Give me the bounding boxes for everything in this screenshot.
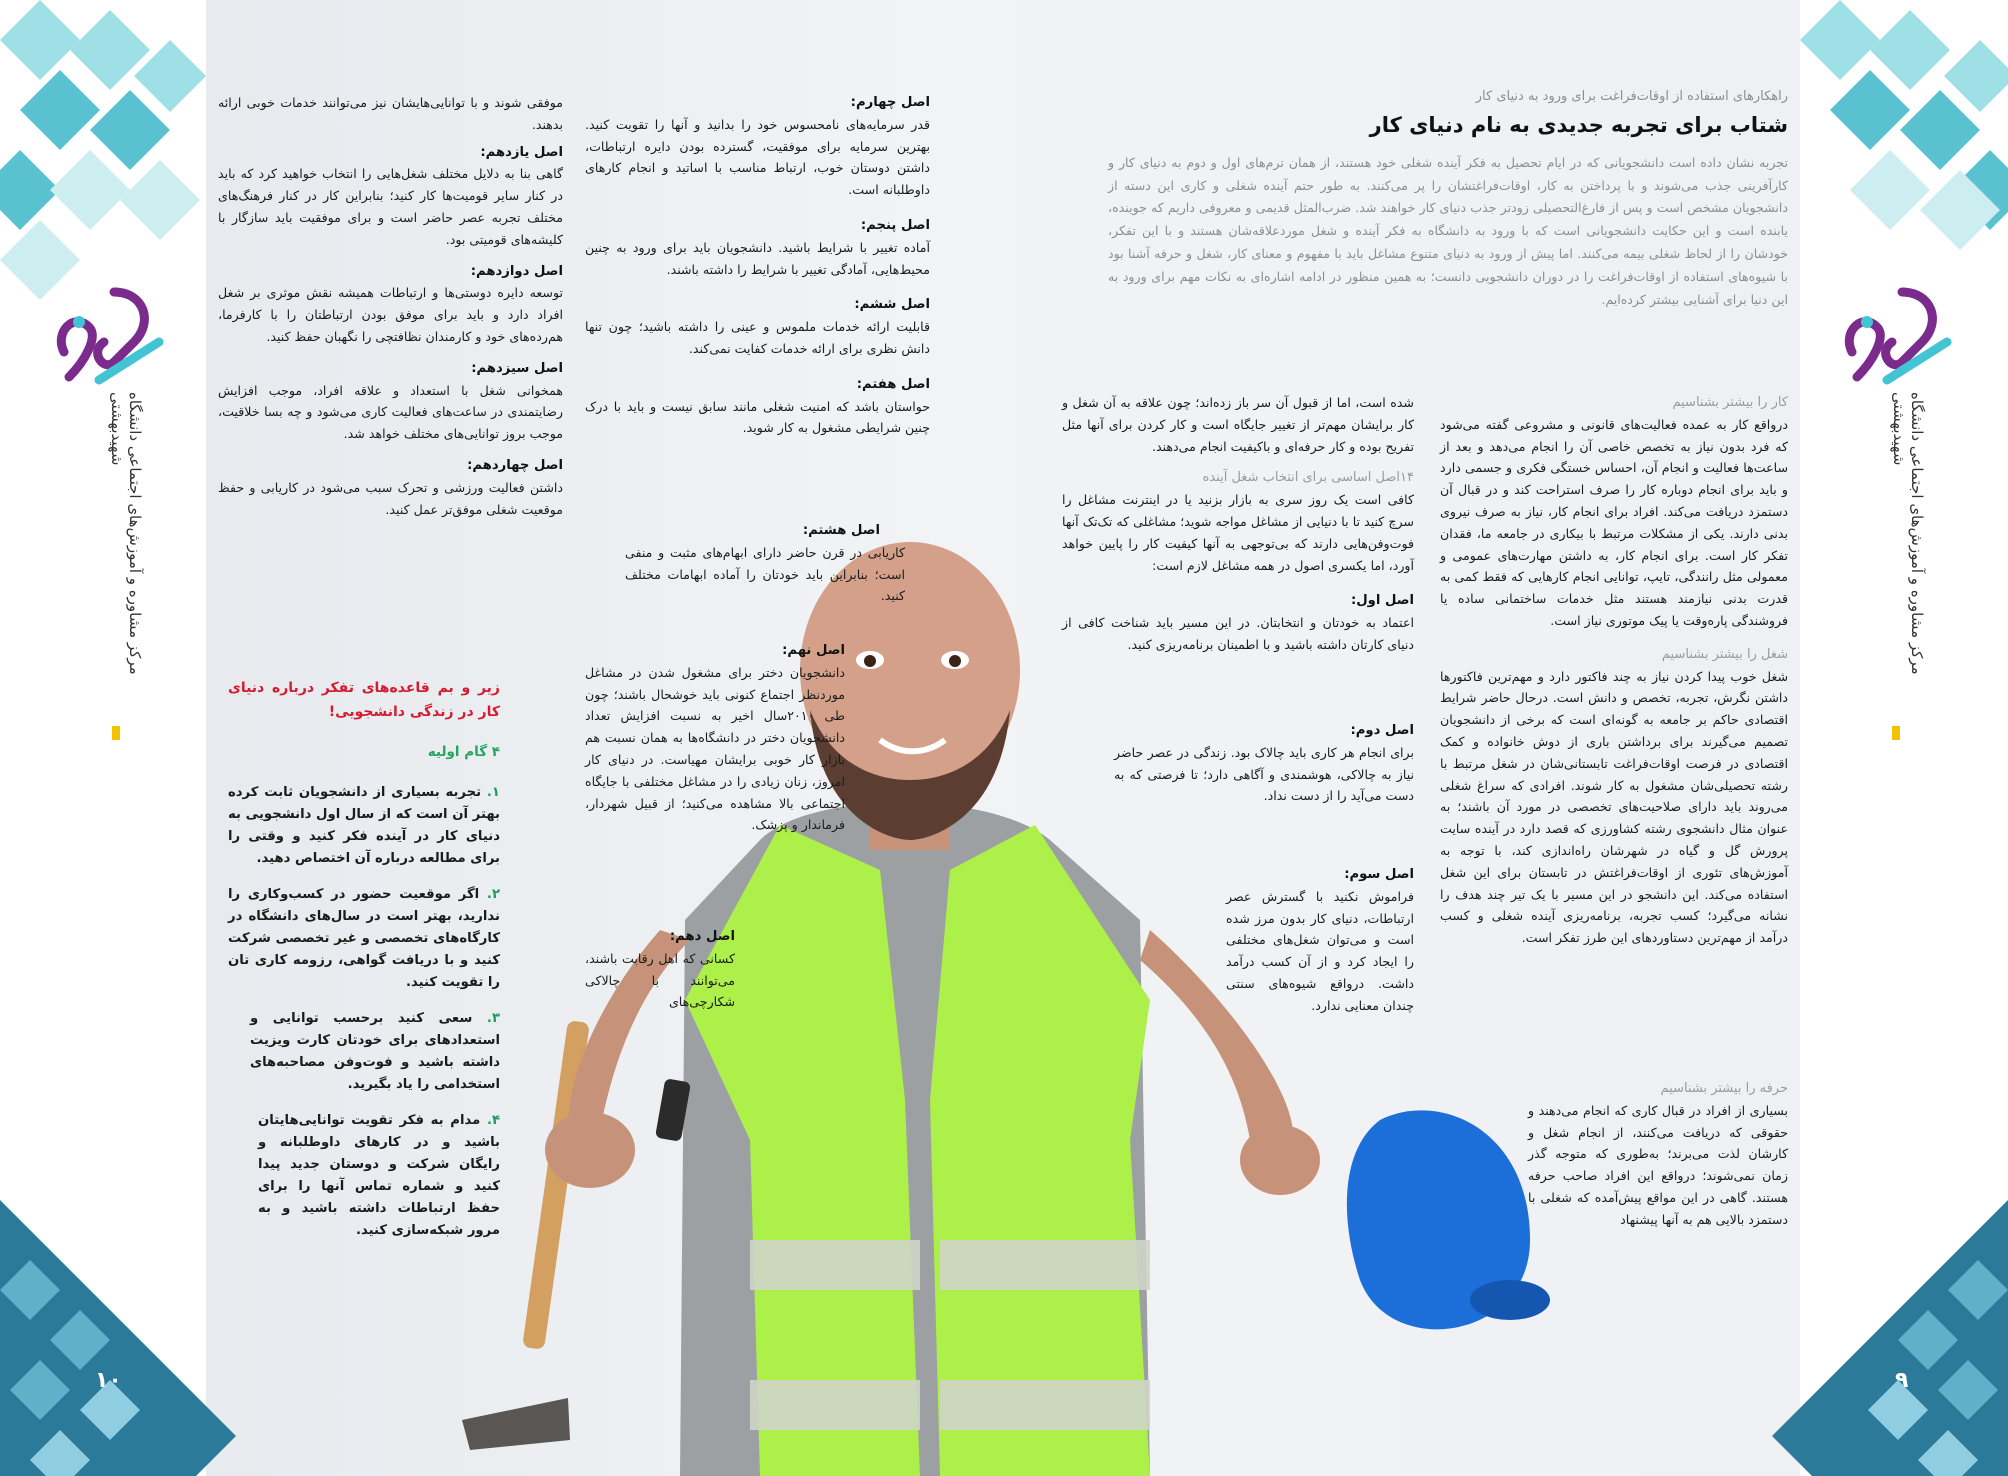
- step-number: ۲.: [486, 886, 500, 902]
- section-body-shoghl: شغل خوب پیدا کردن نیاز به چند فاکتور دارد و مهم‌ترین فاکتورها داشتن نگرش، تجربه، تخصص و دانش است. درحال حاضر شرایط اقتصادی حاکم بر جامعه به گونه‌ای است که برخی از دانشجویان تصمیم می‌گیرند برای برداشتن باری از دوش خانواده و کمک اقتصادی در فرصت اوقات‌فراغت تابستانی‌شان در شغل مرتبط با رشته تحصیلی‌شان مشغول به کار شوند. افرادی که سراغ شغلی می‌روند باید دارای صلاحیت‌های تخصصی در مورد آن باشند؛ به عنوان مثال دانشجوی رشته کشاورزی که قصد دارد در آینده سایت پرورش گل و گیاه در شهرشان راه‌اندازی کند، با توجه به آموزش‌های تئوری از اوقات‌فراغتش در تابستان برای این شغل استفاده می‌کند. این دانشجو در این مسیر با یک تیر چند هدف را نشانه می‌گیرد؛ کسب تجربه، برنامه‌ریزی آینده شغلی و کسب درآمد از مهم‌ترین دستاوردهای این طرز تفکر است.: [1440, 668, 1788, 946]
- middle-intro: شده است، اما از قبول آن سر باز زده‌اند؛ چون علاقه به آن شغل و کار برایشان مهم‌تر از تغییر جایگاه است و کار کردن برای آنها مثل تفریح بوده و کار حرفه‌ای و باکیفیت انجام می‌دهند.: [1062, 395, 1414, 454]
- page-number-left: ۱۰: [95, 1368, 122, 1393]
- principle-body: قدر سرمایه‌های نامحسوس خود را بدانید و آنها را تقویت کنید. بهترین سرمایه برای موفقیت، گسترده بودن دایره ارتباطات، داشتن دوستان خوب، ارتباط مناسب با اساتید و انجام کارهای داوطلبانه است.: [585, 116, 930, 198]
- diamond-pattern-top-left: [0, 0, 206, 300]
- article-kicker: راهکارهای استفاده از اوقات‌فراغت برای ورود به دنیای کار: [1475, 89, 1788, 104]
- step-list: [228, 782, 500, 1242]
- principle-body: حواستان باشد که امنیت شغلی مانند سابق نیست و باید با درک چنین شرایطی مشغول به کار شوید.: [585, 398, 930, 436]
- article-header: [1108, 86, 1788, 317]
- principle-body: کسانی که اهل رقابت باشند، می‌توانند با چالاکی شکارچی‌های: [585, 950, 735, 1010]
- principle-title: اصل دوازدهم:: [470, 263, 563, 279]
- principle-body: آماده تغییر با شرایط باشید. دانشجویان باید برای ورود به چنین محیط‌هایی، آمادگی تغییر با شرایط را داشته باشند.: [585, 239, 930, 277]
- section-title-shoghl: شغل را بیشتر بشناسیم: [1661, 646, 1788, 662]
- principle-4: [585, 92, 930, 201]
- principle-12: [218, 261, 563, 348]
- steps-title: ۴ گام اولیه: [427, 744, 500, 760]
- principle-5: [585, 215, 930, 280]
- principle-body: دانشجویان دختر برای مشغول شدن در مشاغل موردنظر اجتماع کنونی باید خوشحال باشند؛ چون طی ۲۰۱۰سال اخیر به نسبت افزایش تعداد دانشجویان دختر در دانشگاه‌ها به همان نسبت هم بازار کار خوبی برایشان مهیاست. در دنیای کار امروز، زنان زیادی را در مشاغل مختلفی با جایگاه اجتماعی بالا مشاهده می‌کنید؛ از قبیل شهردار، فرماندار و پزشک.: [585, 664, 846, 833]
- article-lead: تجربه نشان داده است دانشجویانی که در ایام تحصیل به فکر آینده شغلی خود هستند، از همان ترم‌های اول و دوم به دنیای کار و کارآفرینی جذب می‌شوند و با پرداختن به کار، اوقات‌فراغتشان را پر می‌کنند. به طور حتم آینده شغلی و کاری این دسته از دانشجویان مشخص است و پس از فارغ‌التحصیلی زودتر جذب دنیای کار خواهند شد. ضرب‌المثل قدیمی و معروفی داریم که جوینده، یابنده است و این حکایت دانشجویانی است که با ورود به دانشگاه به فکر آینده و شغل موردعلاقه‌شان هستند و با این تفکر، خودشان را از لحاظ شغلی بیمه می‌کنند. اما پیش از ورود به دنیای متنوع مشاغل باید با مفهوم و معنای کار، شغل و حرفه آشنا بود با شیوه‌های استفاده از اوقات‌فراغت را در دوران دانشجویی دانست؛ به همین منظور در ادامه اشاره‌ای به نکات مهم برای ورود به این دنیا برای آشنایی بیشتر کرده‌ایم.: [1108, 154, 1788, 307]
- continued-text: موفقی شوند و با توانایی‌هایشان نیز می‌توانند خدمات خوبی ارائه بدهند.: [218, 95, 563, 132]
- section-body-kar: درواقع کار به عمده فعالیت‌های قانونی و مشروعی گفته می‌شود که فرد بدون نیاز به تخصص خاصی آن را انجام می‌دهد و بعد از ساعت‌ها فعالیت و انجام آن، احساس خستگی فکری و جسمی دارد و باید برای انجام دوباره کار را صرف استراحت کند و در قبال آن دستمزد دریافت می‌کند. افراد برای انجام کار، نیاز به صرف نیروی بدنی دارند. یکی از مشکلات مرتبط با بیکاری در جامعه ما، فقدان تفکر کار است. برای انجام کار، به داشتن مهارت‌های عمومی و معمولی مثل رانندگی، تایپ، توانایی انجام کارهایی که فقط کمی به قدرت بدنی نیازمند هستند مثل خدمات ساختمانی ساده یا فروشندگی پاره‌وقت یا پیک موتوری نیاز است.: [1440, 416, 1788, 628]
- page-number-right: ۹: [1895, 1368, 1909, 1393]
- vertical-caption-right: مرکز مشاوره و آموزش‌های اجتماعی دانشگاه شهیدبهشتی: [1890, 392, 1926, 675]
- step-number: ۴.: [486, 1112, 501, 1128]
- left-page-col-left: [218, 92, 563, 526]
- section-body-herfe: بسیاری از افراد در قبال کاری که انجام می‌دهند و حقوقی که دریافت می‌کنند، از انجام شغل و کارشان لذت می‌برند؛ به‌طوری که متوجه گذر زمان نمی‌شوند؛ درواقع این افراد صاحب حرفه هستند. گاهی در این مواقع پیش‌آمده که شغلی با دستمزد بالایی هم به آنها پیشنهاد: [1528, 1102, 1788, 1227]
- principle-title: اصل سیزدهم:: [471, 360, 563, 376]
- principle-title: اصل ششم:: [854, 297, 930, 313]
- principles-intro: کافی است یک روز سری به بازار بزنید یا در اینترنت مشاغل را سرچ کنید تا با دنیایی از مشاغل مواجه شوید؛ مشاغلی که تک‌تک آنها فوت‌وفن‌هایی دارند که بی‌توجهی به آنها کیفیت کار را پایین خواهد آورد، اما یکسری اصول در همه مشاغل لازم است:: [1062, 492, 1414, 573]
- article-title: شتاب برای تجربه جدیدی به نام دنیای کار: [1369, 112, 1788, 137]
- principle-2: [1114, 720, 1414, 813]
- principle-body: فراموش نکنید با گسترش عصر ارتباطات، دنیای کار بدون مرز شده است و می‌توان شغل‌های مختلفی را ایجاد کرد و از آن کسب درآمد داشت. درواقع شیوه‌های سنتی چندان معنایی ندارد.: [1226, 888, 1414, 1013]
- caption-marker-right: [1892, 726, 1900, 740]
- principle-9: [585, 640, 845, 842]
- principle-body: گاهی بنا به دلایل مختلف شغل‌هایی را انتخاب خواهید کرد که باید در کنار سایر قومیت‌ها کار کنید؛ بنابراین کار در کنار فرهنگ‌های مختلف تجربه عصر حاضر است و برای موفقیت باید سازگار با کلیشه‌های قومیتی بود.: [218, 166, 563, 247]
- section-herfe: [1488, 1078, 1788, 1237]
- rules-box: [228, 676, 500, 1248]
- principle-title: اصل چهارم:: [850, 95, 930, 110]
- right-page-col-middle: [1062, 392, 1414, 662]
- principle-title: اصل اول:: [1350, 593, 1414, 609]
- principle-title: اصل هفتم:: [856, 376, 930, 392]
- diamond-pattern-bottom-right: [1768, 1200, 2008, 1476]
- rules-title: زیر و بم قاعده‌های تفکر درباره دنیای کار در زندگی دانشجویی!: [228, 680, 500, 720]
- step-text: اگر موقعیت حضور در کسب‌وکاری را ندارید، بهتر است در سال‌های دانشگاه در کارگاه‌های تخصصی و غیر تخصصی شرکت کنید و با دریافت گواهی، رزومه کاری تان را تقویت کنید.: [228, 886, 500, 990]
- right-page-col-right: [1440, 392, 1788, 955]
- principle-title: اصل دوم:: [1350, 723, 1414, 738]
- principle-body: برای انجام هر کاری باید چالاک بود. زندگی در عصر حاضر نیاز به چالاکی، هوشمندی و آگاهی دارد؛ تا فرصتی که به دست می‌آید را از دست نداد.: [1114, 744, 1414, 804]
- principles-heading: ۱۴اصل اساسی برای انتخاب شغل آینده: [1202, 470, 1414, 486]
- left-page-col-right: [585, 92, 930, 445]
- step-text: تجربه بسیاری از دانشجویان ثابت کرده بهتر آن است که از سال اول دانشجویی به دنیای کار در آینده فکر کنید و وقتی را برای مطالعه درباره آن اختصاص دهید.: [228, 784, 500, 866]
- vertical-caption-left: مرکز مشاوره و آموزش‌های اجتماعی دانشگاه شهیدبهشتی: [108, 392, 144, 675]
- principle-7: [585, 374, 930, 439]
- principle-body: توسعه دایره دوستی‌ها و ارتباطات همیشه نقش موثری بر شغل افراد دارد و باید برای موفق بودن ارتباطتان را با کارفرما، هم‌رده‌های خود و کارمندان نظافتچی را نگهبان حفظ کنید.: [218, 285, 563, 344]
- step-1: [228, 782, 500, 870]
- principle-body: قابلیت ارائه خدمات ملموس و عینی را داشته باشید؛ چون تنها دانش نظری برای ارائه خدمات کفایت نمی‌کند.: [585, 319, 930, 356]
- principle-title: اصل هشتم:: [802, 523, 880, 538]
- principle-body: اعتماد به خودتان و انتخابتان. در این مسیر باید شناخت کافی از دنیای کارتان داشته باشید و با اطمینان برنامه‌ریزی کنید.: [1062, 615, 1414, 652]
- caption-marker-left: [112, 726, 120, 740]
- diamond-pattern-bottom-left: [0, 1200, 240, 1476]
- principle-body: همخوانی شغل با استعداد و علاقه افراد، موجب افزایش رضایتمندی در ساعت‌های فعالیت کاری می‌شود و چه بسا خلاقیت، موجب بروز توانایی‌های مختلف خواهد شد.: [218, 382, 563, 442]
- principle-1: [1062, 590, 1414, 655]
- principle-title: اصل دهم:: [669, 929, 735, 944]
- logo-left: [44, 282, 164, 392]
- principle-body: داشتن فعالیت ورزشی و تحرک سبب می‌شود در کاریابی و حفظ موقعیت شغلی موفق‌تر عمل کنید.: [218, 479, 563, 517]
- step-text: سعی کنید برحسب توانایی و استعدادهای برای خودتان کارت ویزیت داشته باشید و فوت‌وفن مصاحبه‌های استخدامی را یاد بگیرید.: [250, 1010, 500, 1092]
- step-text: مدام به فکر تقویت توانایی‌هایتان باشید و در کارهای داوطلبانه و رایگان شرکت و دوستان جدید پیدا کنید و شماره تماس آنها را برای حفظ ارتباطات داشته باشید و به مرور شبکه‌سازی کنید.: [258, 1112, 500, 1238]
- principle-title: اصل چهاردهم:: [467, 457, 563, 473]
- principle-body: کاریابی در قرن حاضر دارای ابهام‌های مثبت و منفی است؛ بنابراین باید خودتان را آماده ابهامات مختلف کنید.: [625, 544, 905, 604]
- diamond-pattern-top-right: [1800, 0, 2008, 300]
- step-number: ۱.: [486, 784, 500, 800]
- principle-title: اصل پنجم:: [860, 217, 930, 233]
- section-title-herfe: حرفه را بیشتر بشناسیم: [1660, 1081, 1788, 1096]
- principle-10: [585, 926, 735, 1019]
- principle-14: [218, 455, 563, 520]
- principle-title: اصل یازدهم:: [480, 144, 563, 160]
- step-3: [228, 1008, 500, 1096]
- principle-title: اصل سوم:: [1344, 867, 1414, 882]
- principle-title: اصل نهم:: [782, 643, 845, 658]
- logo-right: [1832, 282, 1952, 392]
- principle-6: [585, 294, 930, 359]
- step-2: [228, 884, 500, 994]
- section-title-kar: کار را بیشتر بشناسیم: [1672, 395, 1788, 410]
- principle-8: [585, 520, 905, 613]
- step-number: ۳.: [486, 1010, 500, 1026]
- step-4: [228, 1110, 500, 1242]
- principle-11: [218, 142, 563, 251]
- principle-3: [1226, 864, 1414, 1023]
- principle-13: [218, 358, 563, 445]
